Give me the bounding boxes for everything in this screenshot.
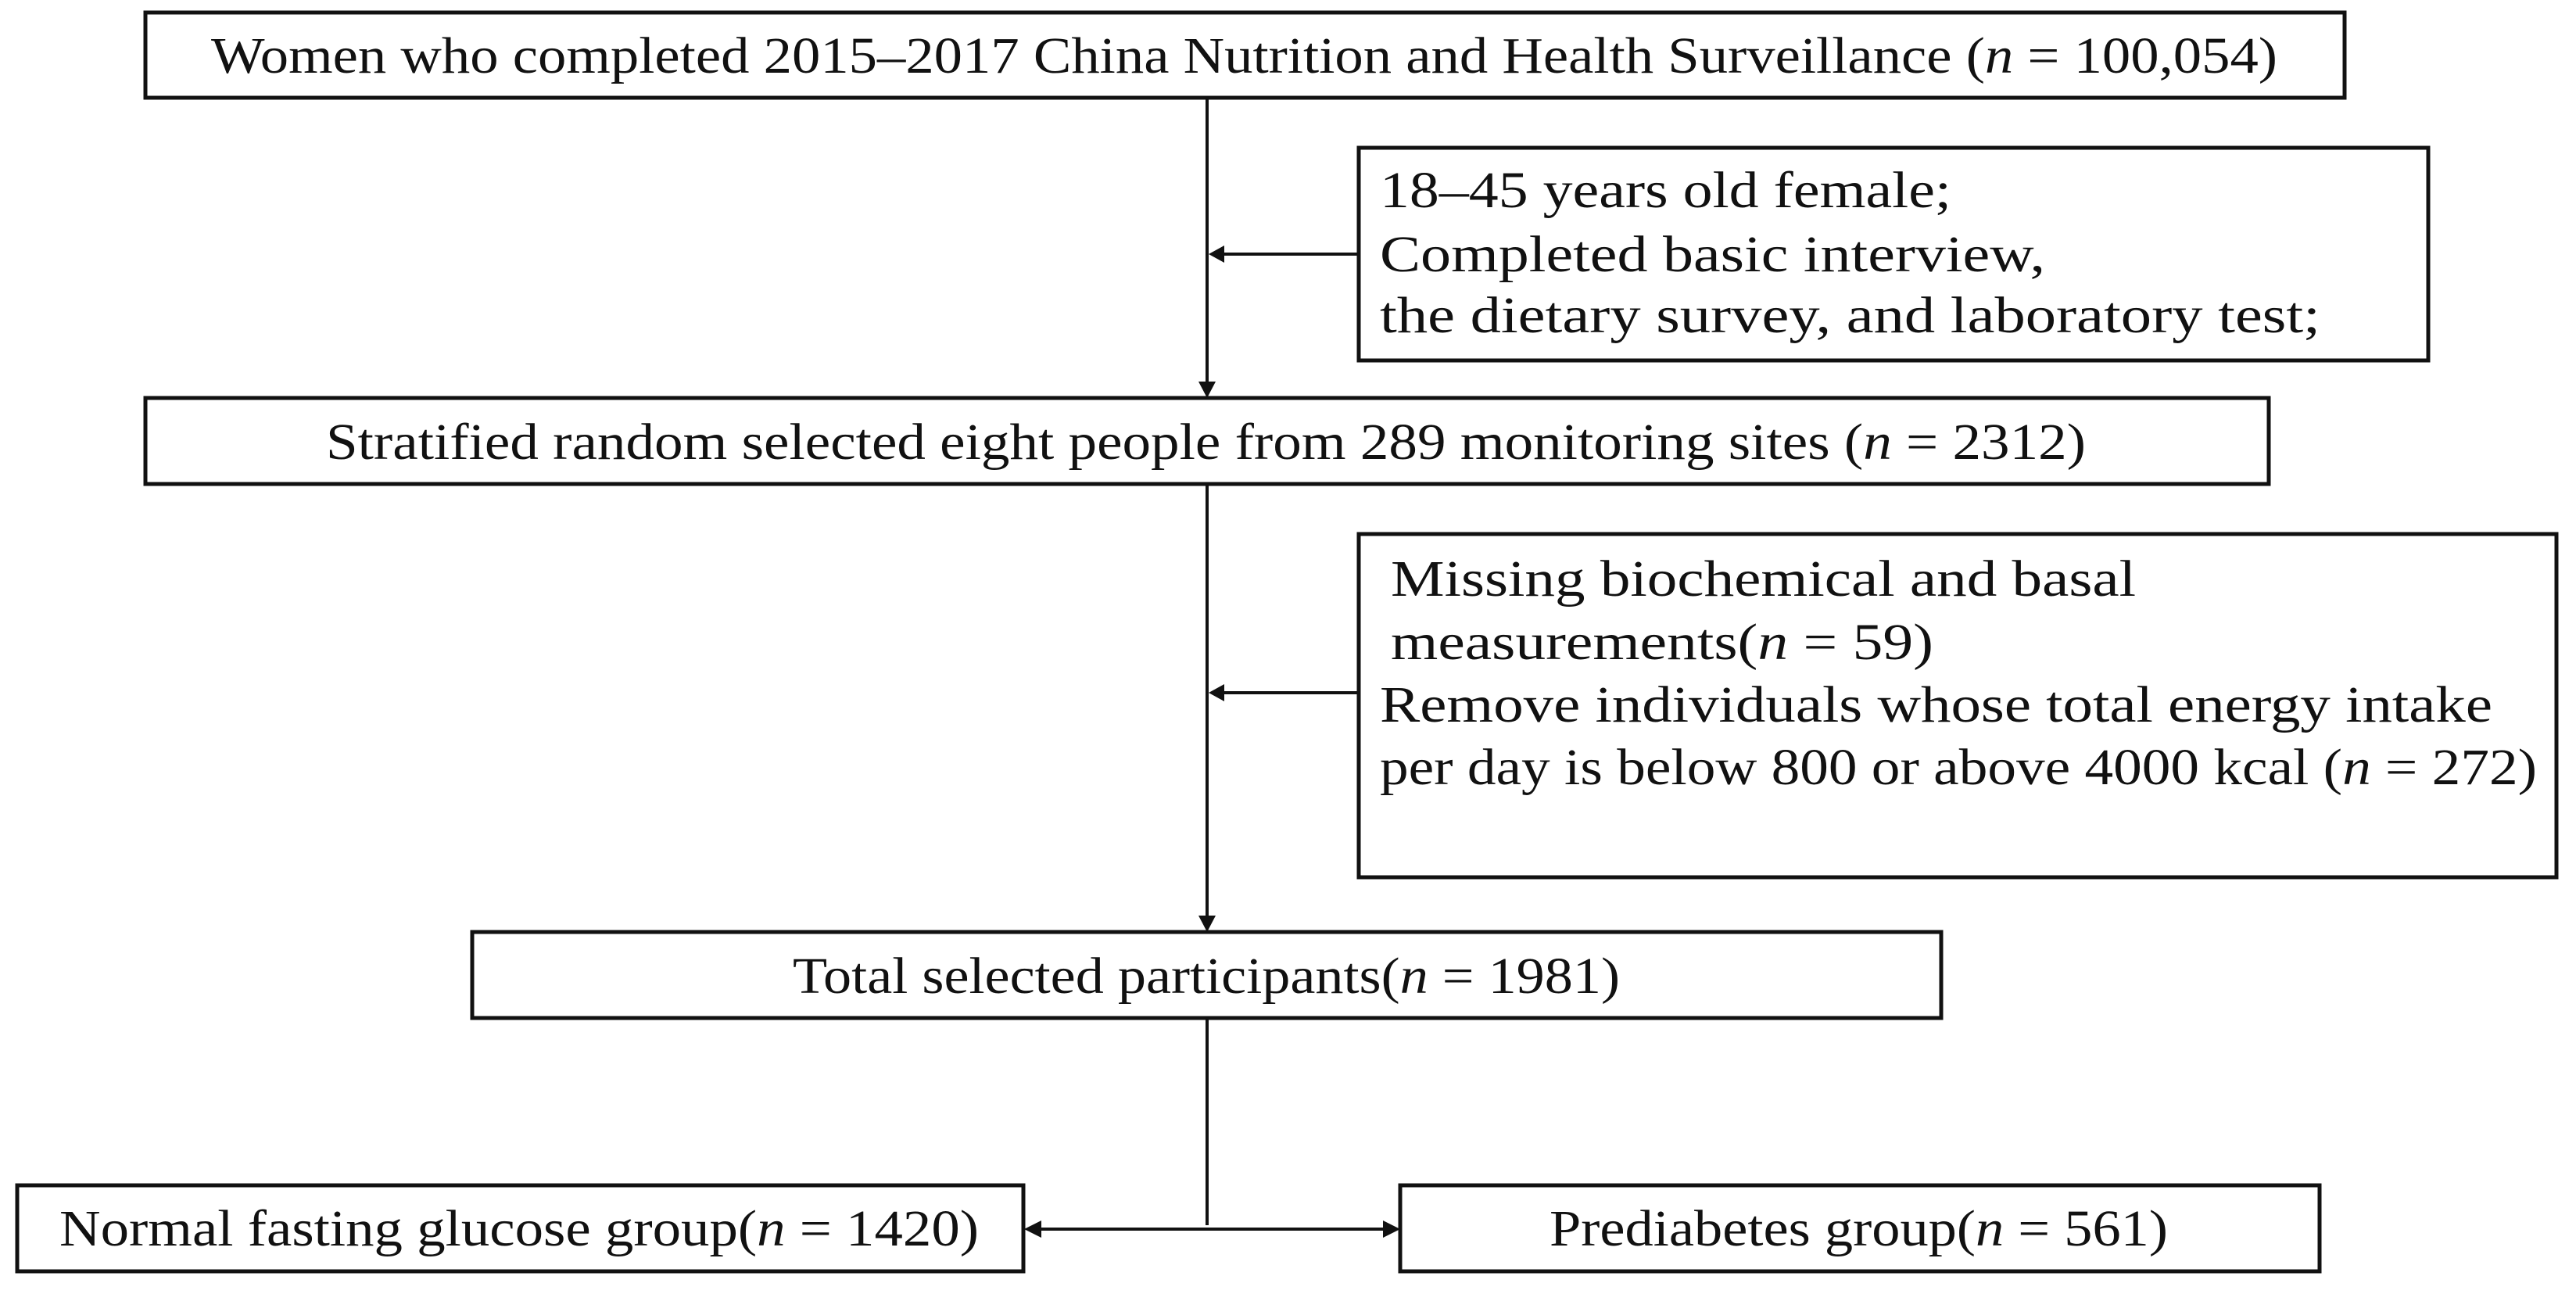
arrowhead-down-icon — [1198, 382, 1216, 398]
arrowhead-right-icon — [1383, 1221, 1400, 1238]
node-sampled — [145, 398, 2269, 484]
arrowhead-down-icon — [1198, 916, 1216, 932]
arrowhead-left-icon — [1024, 1221, 1041, 1238]
arrowhead-left-icon — [1209, 684, 1224, 701]
node-prediabetes-group — [1400, 1185, 2320, 1271]
exclusion2-line-measurements: measurements( n = 59) — [1391, 614, 1912, 671]
exclusion2-line-energy: per day is below 800 or above 4000 kcal ( n = 272) — [1380, 739, 2520, 796]
node-exclusion-criteria-1 — [1359, 148, 2428, 360]
node-normal-label: Normal fasting glucose group( n = 1420) — [59, 1200, 961, 1257]
exclusion1-line-interview: Completed basic interview, — [1380, 226, 2045, 283]
exclusion2-line-remove: Remove individuals whose total energy intake — [1380, 676, 2492, 733]
exclusion2-line-missing: Missing biochemical and basal — [1391, 550, 2136, 608]
arrowhead-left-icon — [1209, 246, 1224, 263]
node-normal-group — [17, 1185, 1023, 1271]
node-total — [472, 932, 1941, 1018]
exclusion1-line-survey: the dietary survey, and laboratory test; — [1380, 287, 2320, 344]
connectors — [1024, 98, 1400, 1238]
exclusion1-line-age: 18–45 years old female; — [1380, 162, 1951, 219]
node-source — [145, 13, 2345, 98]
node-exclusion-criteria-2 — [1359, 534, 2556, 877]
node-sampled-label: Stratified random selected eight people from 289 monitoring sites ( n = 2312) — [326, 414, 2067, 471]
node-source-label: Women who completed 2015–2017 China Nutrition and Health Surveillance ( n = 100,054) — [211, 27, 2253, 84]
node-total-label: Total selected participants( n = 1981) — [793, 948, 1603, 1005]
node-prediabetes-label: Prediabetes group( n = 561) — [1550, 1200, 2154, 1257]
